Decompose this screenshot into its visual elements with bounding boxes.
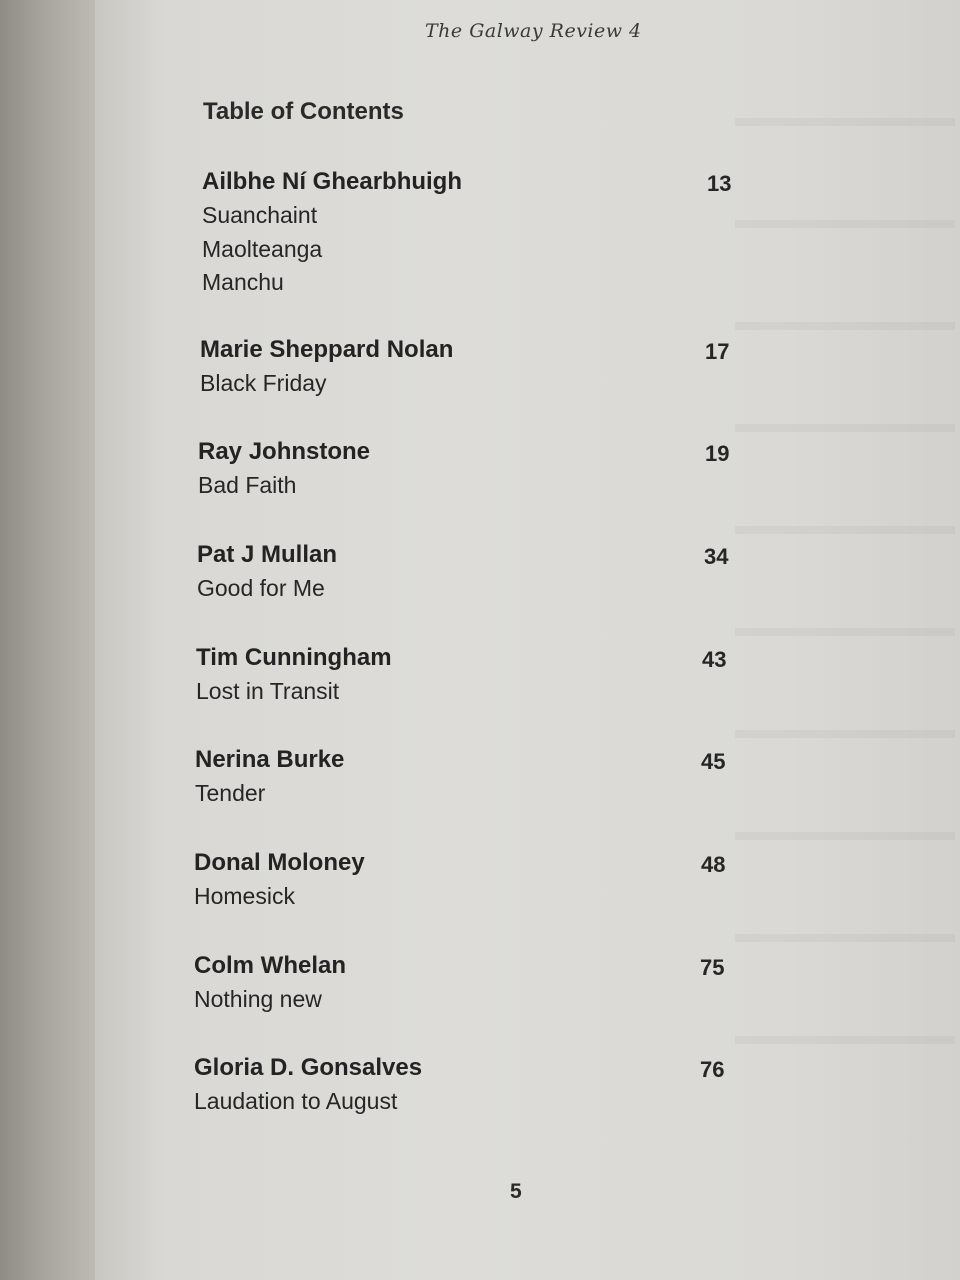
page-number: 75: [700, 955, 725, 980]
author-name: Ailbhe Ní Ghearbhuigh: [202, 168, 463, 195]
author-name: Ray Johnstone: [198, 438, 371, 465]
page-number: 76: [700, 1057, 725, 1082]
toc-entry: [194, 846, 734, 914]
page-number: 34: [704, 544, 729, 569]
toc-entry: [194, 1051, 734, 1119]
toc-entry: [195, 743, 735, 811]
work-title: Maolteanga: [202, 235, 323, 262]
toc-entry: [198, 435, 738, 503]
show-through-text: [735, 90, 955, 1090]
work-title: Nothing new: [194, 986, 322, 1012]
work-title: Good for Me: [197, 575, 325, 601]
author-name: Nerina Burke: [195, 746, 345, 773]
author-name: Gloria D. Gonsalves: [194, 1054, 423, 1081]
work-title: Homesick: [194, 883, 295, 909]
page-number: 48: [701, 852, 726, 877]
author-name: Tim Cunningham: [196, 644, 392, 671]
work-title: Black Friday: [200, 370, 327, 396]
toc-entry: [202, 165, 742, 300]
toc-entry: [200, 333, 740, 401]
page-number: 43: [702, 647, 727, 672]
toc-entry: [197, 538, 737, 606]
facing-page-edge: [0, 0, 110, 1280]
author-name: Donal Moloney: [194, 849, 365, 876]
author-name: Marie Sheppard Nolan: [200, 336, 454, 363]
page-number: 17: [705, 339, 730, 364]
work-title: Suanchaint: [202, 202, 318, 228]
toc-title: Table of Contents: [203, 98, 404, 125]
running-header: The Galway Review 4: [425, 20, 642, 42]
toc-entry: [194, 949, 734, 1017]
work-title: Tender: [195, 780, 266, 806]
folio-page-number: 5: [510, 1180, 522, 1203]
page-number: 19: [705, 441, 730, 466]
work-title: Manchu: [202, 269, 284, 295]
page-number: 13: [707, 171, 732, 196]
page-number: 45: [701, 749, 726, 774]
author-name: Pat J Mullan: [197, 541, 338, 568]
toc-entry: [196, 641, 736, 709]
work-title: Laudation to August: [194, 1088, 398, 1114]
author-name: Colm Whelan: [194, 952, 347, 979]
work-title: Lost in Transit: [196, 678, 340, 704]
work-title: Bad Faith: [198, 472, 297, 498]
